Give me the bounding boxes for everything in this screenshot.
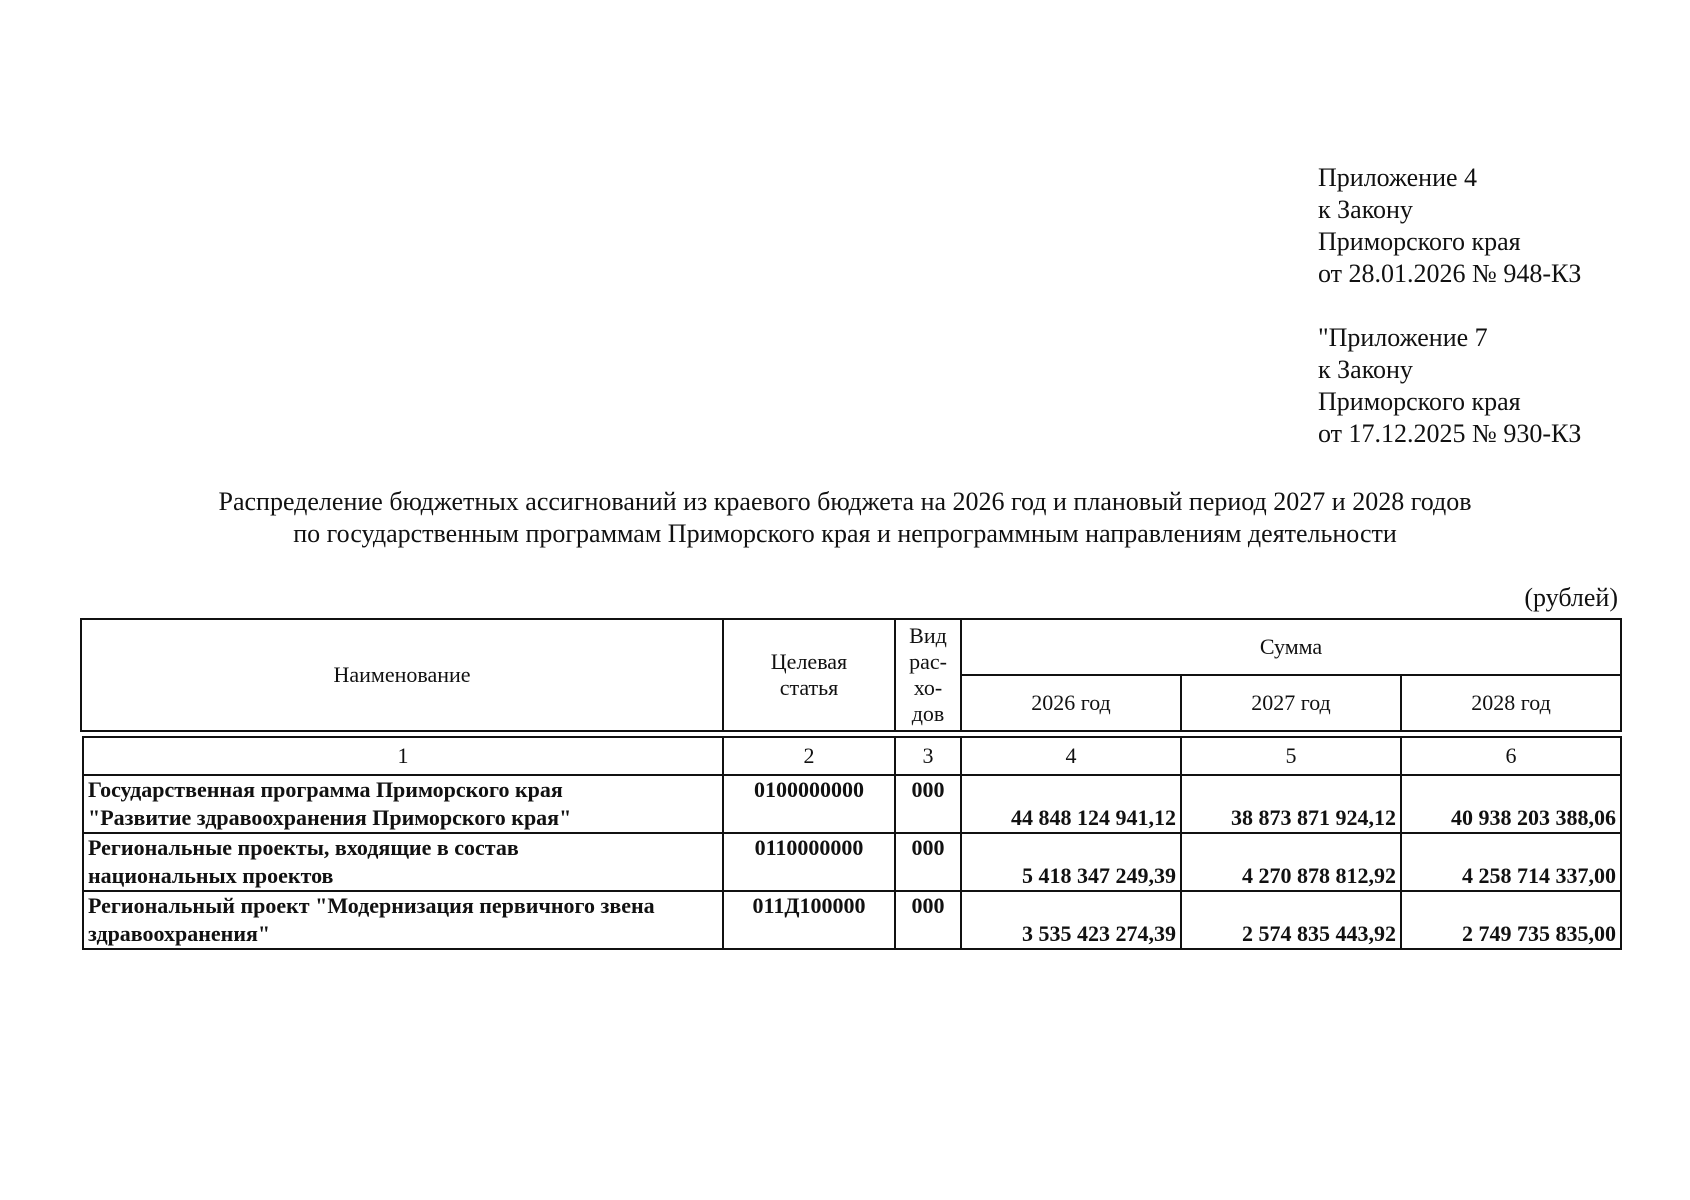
table-row (83, 775, 1621, 833)
appendix-current (1318, 162, 1581, 290)
header-target-article-line: статья (779, 675, 839, 700)
header-expense-type (895, 619, 961, 731)
row-name-line: Государственная программа Приморского края (88, 777, 563, 802)
row-amount-2027: 2 574 835 443,92 (1181, 891, 1401, 949)
header-name: Наименование (81, 619, 723, 731)
row-expense-type: 000 (895, 775, 961, 833)
header-target-article (723, 619, 895, 731)
appendix-current-line: к Закону (1318, 195, 1413, 224)
row-name-line: здравоохранения" (88, 921, 271, 946)
column-number: 4 (961, 737, 1181, 775)
appendix-reference (1318, 162, 1581, 450)
row-name-line: "Развитие здравоохранения Приморского края" (88, 805, 572, 830)
header-expense-type-line: хо- (913, 675, 943, 700)
row-amount-2028: 2 749 735 835,00 (1401, 891, 1621, 949)
row-target-article: 011Д100000 (723, 891, 895, 949)
appendix-current-line: Приморского края (1318, 227, 1521, 256)
row-amount-2026: 3 535 423 274,39 (961, 891, 1181, 949)
appendix-current-line: от 28.01.2026 № 948-КЗ (1318, 259, 1582, 288)
row-name-line: Региональный проект "Модернизация первичного звена (88, 893, 655, 918)
table-row (83, 891, 1621, 949)
appendix-original (1318, 322, 1581, 450)
appendix-current-line: Приложение 4 (1318, 163, 1478, 192)
row-amount-2027: 38 873 871 924,12 (1181, 775, 1401, 833)
row-name-line: национальных проектов (88, 863, 334, 888)
table-header (80, 618, 1622, 732)
header-year-2027: 2027 год (1181, 675, 1401, 731)
header-year-2026: 2026 год (961, 675, 1181, 731)
row-amount-2026: 5 418 347 249,39 (961, 833, 1181, 891)
row-target-article: 0110000000 (723, 833, 895, 891)
document-title (0, 486, 1690, 550)
appendix-original-line: "Приложение 7 (1318, 323, 1488, 352)
document-title-line: по государственным программам Приморского края и непрограммным направлениям деятельности (293, 519, 1397, 548)
header-expense-type-line: Вид (909, 623, 947, 648)
appendix-original-line: к Закону (1318, 355, 1413, 384)
document-title-line: Распределение бюджетных ассигнований из краевого бюджета на 2026 год и плановый период 2027 и 2028 годов (218, 487, 1472, 516)
header-expense-type-line: рас- (909, 649, 947, 674)
column-number: 1 (83, 737, 723, 775)
row-name (83, 833, 723, 891)
row-name (83, 891, 723, 949)
row-amount-2028: 4 258 714 337,00 (1401, 833, 1621, 891)
header-year-2028: 2028 год (1401, 675, 1621, 731)
header-expense-type-line: дов (911, 701, 945, 726)
header-target-article-line: Целевая (770, 649, 848, 674)
table-row (83, 833, 1621, 891)
row-target-article: 0100000000 (723, 775, 895, 833)
appendix-original-line: от 17.12.2025 № 930-КЗ (1318, 419, 1582, 448)
row-expense-type: 000 (895, 891, 961, 949)
column-number: 6 (1401, 737, 1621, 775)
row-expense-type: 000 (895, 833, 961, 891)
table-body (82, 736, 1622, 950)
column-number: 2 (723, 737, 895, 775)
row-name (83, 775, 723, 833)
header-sum: Сумма (961, 619, 1621, 675)
appendix-original-line: Приморского края (1318, 387, 1521, 416)
row-amount-2027: 4 270 878 812,92 (1181, 833, 1401, 891)
column-number: 5 (1181, 737, 1401, 775)
row-amount-2028: 40 938 203 388,06 (1401, 775, 1621, 833)
units-label: (рублей) (1524, 583, 1618, 612)
column-number: 3 (895, 737, 961, 775)
row-name-line: Региональные проекты, входящие в состав (88, 835, 519, 860)
column-number-row (83, 737, 1621, 775)
row-amount-2026: 44 848 124 941,12 (961, 775, 1181, 833)
